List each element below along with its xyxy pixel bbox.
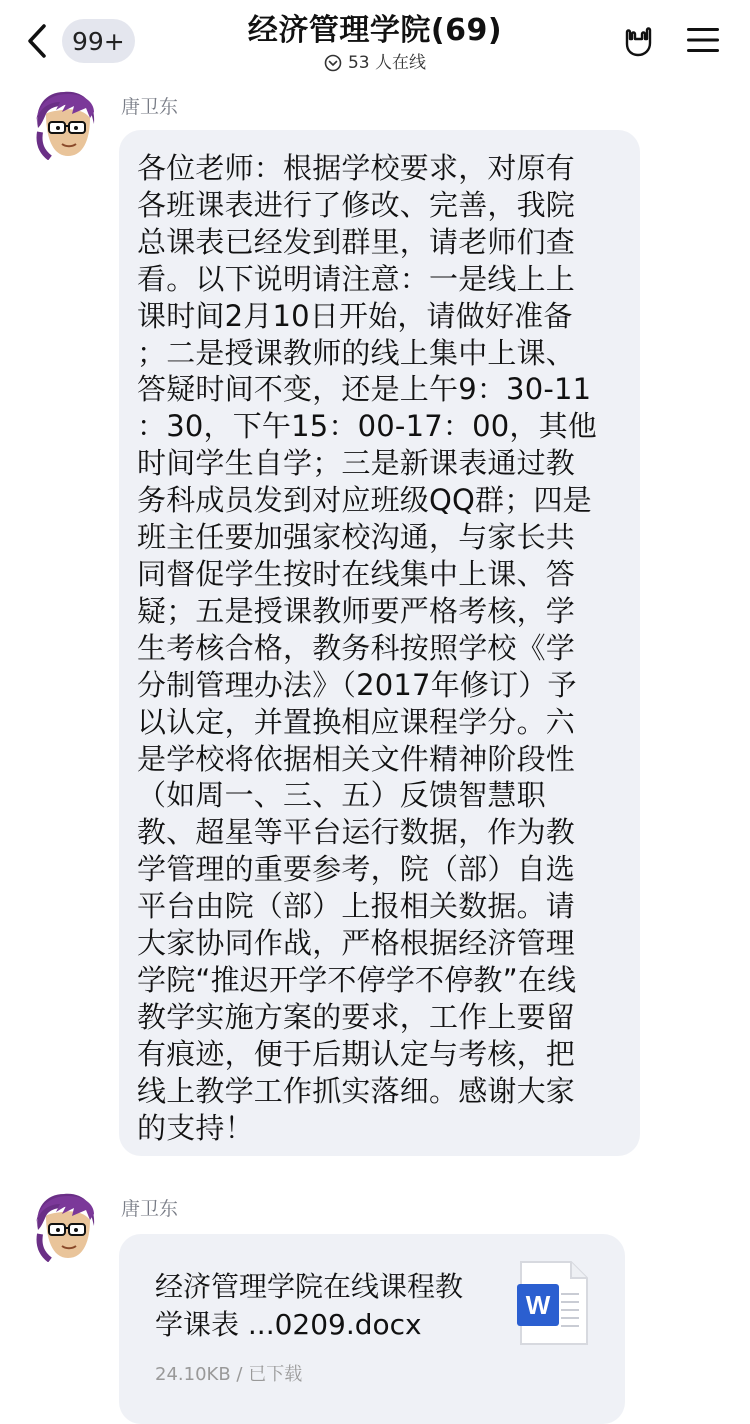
- avatar[interactable]: [32, 1190, 100, 1262]
- back-button[interactable]: [26, 18, 135, 64]
- online-count-text: 53 人在线: [347, 53, 427, 73]
- chevron-circle-down-icon: [324, 54, 342, 72]
- sender-name: 唐卫东: [121, 96, 179, 118]
- message-bubble[interactable]: [119, 130, 640, 1156]
- file-meta: 24.10KB / 已下载: [155, 1364, 303, 1385]
- top-bar: [0, 0, 750, 84]
- hand-gesture-icon[interactable]: [620, 22, 656, 58]
- avatar-cartoon-icon: [32, 88, 100, 160]
- svg-text:W: W: [525, 1290, 551, 1320]
- chat-title: 经济管理学院(69): [247, 13, 503, 48]
- online-status[interactable]: [170, 52, 580, 74]
- back-chevron-icon[interactable]: [26, 23, 48, 59]
- word-document-icon: [517, 1260, 589, 1346]
- message-text: 各位老师：根据学校要求，对原有 各班课表进行了修改、完善，我院 总课表已经发到群里，请老师们查 看。以下说明请注意：一是线上上 课时间2月10日开始，请做好准备 ；二是授课教师的线上集中上课、 答疑时间不变，还是上午9：30-11 ：30，下午15：00-17：00，其他 时间学生自学；三是新课表通过教 务科成员发到对应班级QQ群；四是 班主任要加强家校沟通，与家长共 同督促学生按时在线集中上课、答 疑；五是授课教师要严格考核，学 生考核合格，教务科按照学校《学 分制管理办法》（2017年修订）予 以认定，并置换相应课程学分。六 是学校将依据相关文件精神阶段性 （如周一、三、五）反馈智慧职 教、超星等平台运行数据，作为教 学管理的重要参考，院（部）自选 平台由院（部）上报相关数据。请 大家协同作战，严格根据经济管理 学院“推迟开学不停学不停教”在线 教学实施方案的要求，工作上要留 有痕迹，便于后期认定与考核，把 线上教学工作抓实落细。感谢大家 的支持！: [137, 151, 597, 1145]
- avatar-cartoon-icon: [32, 1190, 100, 1262]
- file-message-card[interactable]: [119, 1234, 625, 1424]
- sender-name: 唐卫东: [121, 1198, 179, 1220]
- avatar[interactable]: [32, 88, 100, 160]
- unread-count-badge[interactable]: 99+: [62, 19, 135, 63]
- menu-icon[interactable]: [686, 25, 720, 55]
- chat-title-block[interactable]: [170, 12, 580, 74]
- file-name: 经济管理学院在线课程教学课表 ...0209.docx: [155, 1270, 464, 1341]
